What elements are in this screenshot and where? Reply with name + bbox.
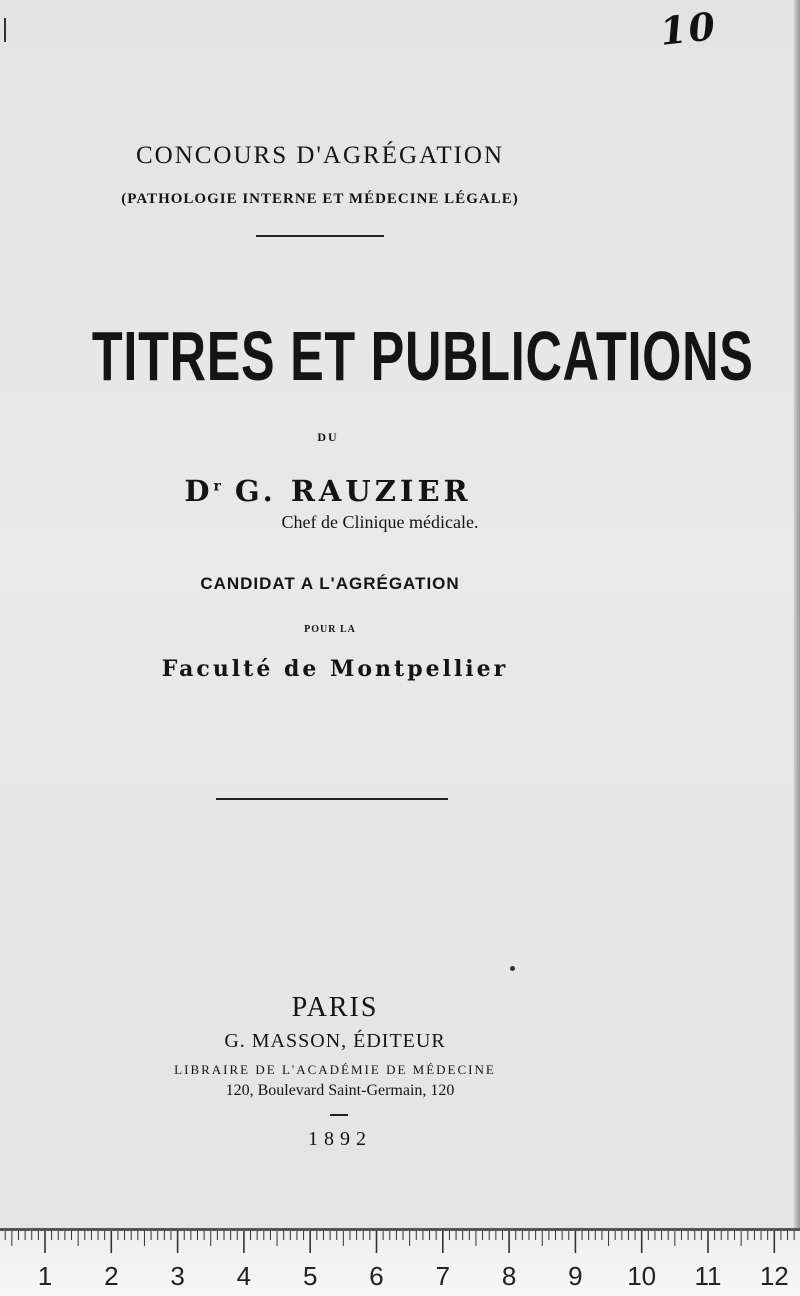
pour-la-label: POUR LA [304,624,356,635]
publisher-description: LIBRAIRE DE L'ACADÉMIE DE MÉDECINE [174,1062,496,1077]
du-label: DU [317,430,339,444]
publication-year: 1892 [308,1128,372,1150]
divider-rule-middle [216,798,448,800]
page-edge-mark [4,18,6,42]
competition-heading: CONCOURS D'AGRÉGATION [135,142,505,169]
ruler-label: 6 [369,1261,384,1291]
ruler-label: 10 [627,1261,657,1291]
ruler-label: 9 [568,1261,583,1291]
divider-rule-bottom [330,1114,348,1116]
measurement-ruler [0,1228,800,1296]
page-edge-shadow [794,0,800,1230]
faculty-name: Faculté de Montpellier [161,656,509,682]
ruler-label: 2 [104,1261,119,1291]
author-role: Chef de Clinique médicale. [281,512,479,532]
ruler-label: 3 [170,1261,185,1291]
ruler-ticks [0,1231,800,1261]
author-prefix: D [184,474,214,508]
ink-spot [510,966,515,971]
main-title: TITRES ET PUBLICATIONS [91,317,754,395]
ruler-label: 1 [37,1261,53,1291]
publisher-address: 120, Boulevard Saint-Germain, 120 [225,1082,455,1099]
divider-rule-top [256,235,384,237]
ruler-label: 12 [759,1261,789,1291]
ruler-label: 7 [435,1261,451,1291]
handwritten-page-number: 10 [657,3,720,54]
publication-city: PARIS [291,992,379,1023]
author-name [0,474,656,508]
ruler-label: 8 [501,1261,517,1291]
ruler-labels [0,1261,800,1295]
subject-subheading: (PATHOLOGIE INTERNE ET MÉDECINE LÉGALE) [121,191,519,207]
author-prefix-sup: r [213,478,221,495]
publisher-name: G. MASSON, ÉDITEUR [224,1030,446,1052]
ruler-label: 11 [694,1261,722,1291]
ruler-label: 4 [236,1261,252,1291]
candidacy-line: CANDIDAT A L'AGRÉGATION [200,574,460,593]
author-name-text: G. RAUZIER [234,474,472,508]
ruler-label: 5 [302,1261,318,1291]
